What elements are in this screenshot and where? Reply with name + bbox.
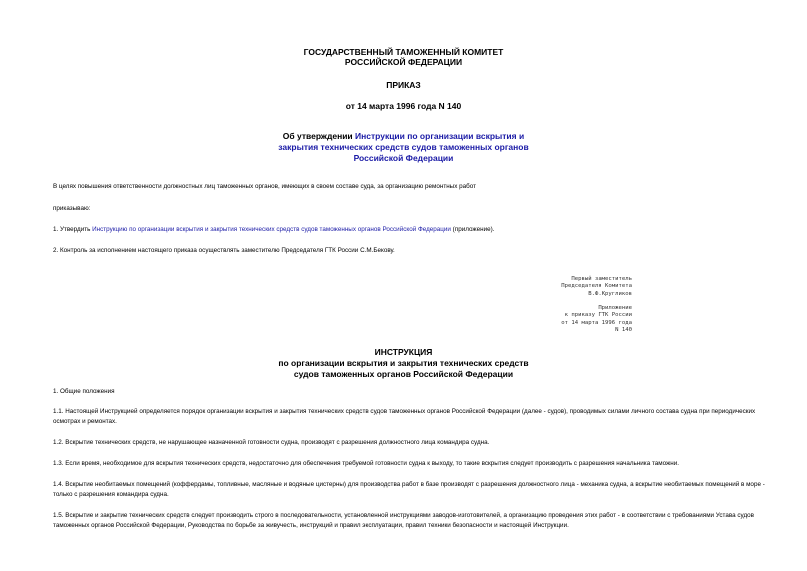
paragraph-1-4: 1.4. Вскрытие необитаемых помещений (коффердамы, топливные, масляные и водяные цистерны) для производства работ в базе производят с разрешения должностного лица - механика судна, а вскрытие необитаемых помещений в море - только с разрешения командира судна.: [53, 481, 765, 498]
appendix-line3: от 14 марта 1996 года: [561, 319, 632, 326]
doc-title-link-2[interactable]: закрытия технических средств судов таможенных органов: [278, 142, 529, 152]
item-2: 2. Контроль за исполнением настоящего приказа осуществлять заместителю Председателя ГТК России С.М.Бекову.: [53, 247, 395, 254]
signature-block: [561, 276, 632, 298]
appendix-line4: N 140: [615, 326, 632, 333]
instruction-heading: ИНСТРУКЦИЯ: [374, 347, 433, 357]
org-name-line1: ГОСУДАРСТВЕННЫЙ ТАМОЖЕННЫЙ КОМИТЕТ: [303, 47, 504, 57]
instruction-subtitle-1: по организации вскрытия и закрытия технических средств: [278, 358, 529, 368]
doc-date: от 14 марта 1996 года N 140: [345, 101, 462, 111]
appendix-line1: Приложение: [598, 305, 632, 311]
appendix-block: [561, 305, 632, 334]
order-word: приказываю:: [53, 205, 91, 212]
intro-paragraph: В целях повышения ответственности должностных лиц таможенных органов, имеющих в своем составе суда, за организацию ремонтных работ: [53, 183, 476, 190]
paragraph-1-3: 1.3. Если время, необходимое для вскрытия технических средств, недостаточно для обеспечения требуемой готовности судна к выходу, то такие вскрытия следует производить с разрешения начальника таможни.: [53, 460, 679, 467]
doc-title-line1: [0, 131, 807, 142]
instruction-subtitle-2: судов таможенных органов Российской Федерации: [293, 369, 514, 379]
org-name-line2: РОССИЙСКОЙ ФЕДЕРАЦИИ: [344, 57, 463, 67]
doc-title-prefix: Об утверждении: [282, 131, 356, 141]
signature-line3: В.Ф.Кругликов: [588, 290, 632, 297]
doc-type: ПРИКАЗ: [386, 80, 421, 90]
doc-title-link-1[interactable]: Инструкции по организации вскрытия и: [355, 131, 525, 141]
section-1-title: 1. Общие положения: [53, 388, 115, 395]
signature-line1: Первый заместитель: [571, 276, 632, 282]
item-1-suffix: (приложение).: [450, 226, 495, 233]
signature-line2: Председателя Комитета: [561, 283, 632, 290]
item-1: [53, 225, 494, 234]
paragraph-1-5: 1.5. Вскрытие и закрытие технических средств следует производить строго в последовательности, установленной инструкциями заводов-изготовителей, а организацию проведения этих работ - в соответствии с требованиями Устава судов таможенных органов Российской Федерации, Руководства по борьбе за живучесть, инструкций и правил эксплуатации, правил техники безопасности и настоящей Инструкции.: [53, 512, 754, 529]
paragraph-1-2: 1.2. Вскрытие технических средств, не нарушающее назначенной готовности судна, производят с разрешения должностного лица командира судна.: [53, 439, 490, 446]
item-1-prefix: 1. Утвердить: [53, 226, 93, 233]
instruction-link[interactable]: Инструкцию по организации вскрытия и закрытия технических средств судов таможенных органов Российской Федерации: [92, 226, 451, 233]
doc-title-link-3[interactable]: Российской Федерации: [353, 153, 454, 163]
paragraph-1-1: 1.1. Настоящей Инструкцией определяется порядок организации вскрытия и закрытия технических средств судов таможенных органов Российской Федерации (далее - судов), проводимых силами личного состава судна при периодических осмотрах и ремонтах.: [53, 408, 756, 425]
appendix-line2: к приказу ГТК России: [564, 312, 632, 319]
